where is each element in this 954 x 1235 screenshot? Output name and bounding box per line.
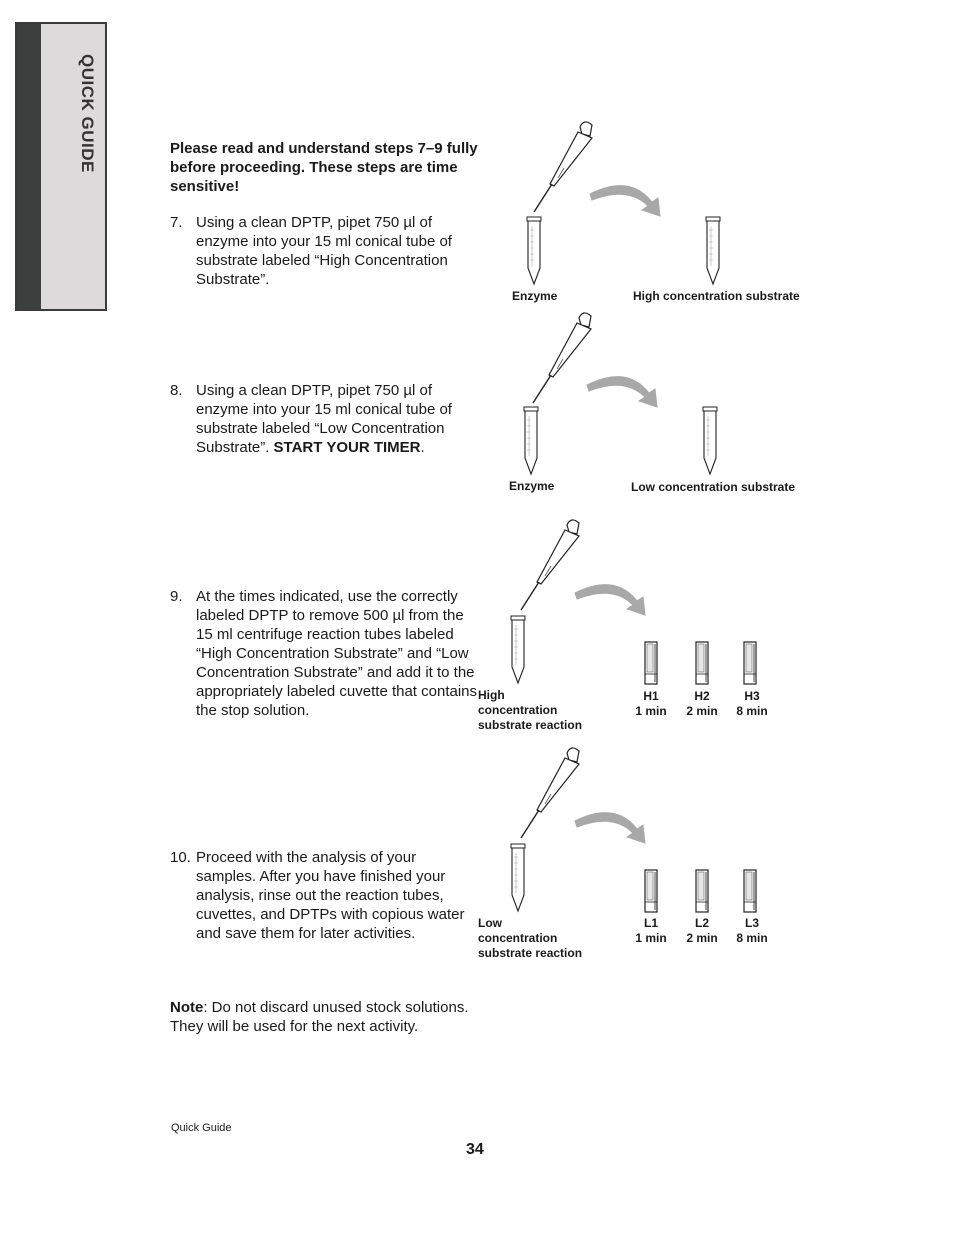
note-paragraph: Note: Do not discard unused stock solutions. They will be used for the next activity. (170, 999, 469, 1035)
step-text: Using a clean DPTP, pipet 750 µl of enzyme into your 15 ml conical tube of substrate labeled “Low Concentration Substrate”. START YOUR TIMER. (196, 382, 452, 456)
footer-section-label: Quick Guide (171, 1122, 232, 1134)
tube-icon (703, 407, 717, 474)
step-text: At the times indicated, use the correctly labeled DPTP to remove 500 µl from the 15 ml centrifuge reaction tubes labeled “High Concentration Substrate” and “Low Concentration Substrate” and add it to the appropriately labeled cuvette that contains the stop solution. (196, 588, 478, 719)
cuvette-icon (744, 642, 756, 684)
step-9 (170, 587, 480, 720)
cuvette-label-h2: H2 2 min (686, 689, 718, 718)
tube-icon (527, 217, 541, 284)
quick-guide-tab (15, 22, 107, 311)
fig4-source-label: Low concentration substrate reaction (478, 916, 583, 960)
intro-warning: Please read and understand steps 7–9 fully before proceeding. These steps are time sensitive! (170, 140, 478, 195)
step-number: 10. (170, 849, 191, 866)
start-timer-emphasis: START YOUR TIMER (273, 439, 421, 456)
pipet-icon (534, 122, 592, 212)
cuvette-label-l3: L3 8 min (736, 916, 768, 945)
tube-icon (706, 217, 720, 284)
tube-icon (511, 616, 525, 683)
page-number: 34 (466, 1141, 484, 1158)
fig3-source-label: High concentration substrate reaction (478, 688, 583, 732)
step-number: 8. (170, 382, 183, 399)
tab-dark-strip (17, 24, 41, 309)
cuvette-icon (696, 642, 708, 684)
pipet-icon (521, 520, 579, 610)
pipet-icon (533, 313, 591, 403)
step-8 (170, 381, 480, 457)
arrow-icon (590, 186, 660, 216)
tube-icon (524, 407, 538, 474)
cuvette-label-h1: H1 1 min (635, 689, 667, 718)
tab-label: QUICK GUIDE (78, 54, 97, 173)
step-text: Proceed with the analysis of your samples. After you have finished your analysis, rinse out the reaction tubes, cuvettes, and DPTPs with copious water and save them for later activities. (196, 849, 465, 942)
cuvette-icon (645, 642, 657, 684)
step-number: 7. (170, 214, 183, 231)
cuvette-icon (744, 870, 756, 912)
arrow-icon (575, 813, 645, 843)
cuvette-icon (696, 870, 708, 912)
fig1-target-label: High concentration substrate (633, 289, 800, 303)
cuvette-label-l2: L2 2 min (686, 916, 718, 945)
fig1-source-label: Enzyme (512, 289, 558, 303)
step-10 (170, 848, 480, 943)
cuvette-label-h3: H3 8 min (736, 689, 768, 718)
step-text: Using a clean DPTP, pipet 750 µl of enzyme into your 15 ml conical tube of substrate labeled “High Concentration Substrate”. (196, 214, 452, 288)
note-label: Note (170, 999, 204, 1016)
fig2-source-label: Enzyme (509, 479, 555, 493)
pipet-icon (521, 748, 579, 838)
fig2-target-label: Low concentration substrate (631, 480, 796, 494)
arrow-icon (587, 377, 657, 407)
arrow-icon (575, 585, 645, 615)
cuvette-label-l1: L1 1 min (635, 916, 667, 945)
step-7 (170, 213, 480, 289)
step-number: 9. (170, 588, 183, 605)
tube-icon (511, 844, 525, 911)
cuvette-icon (645, 870, 657, 912)
